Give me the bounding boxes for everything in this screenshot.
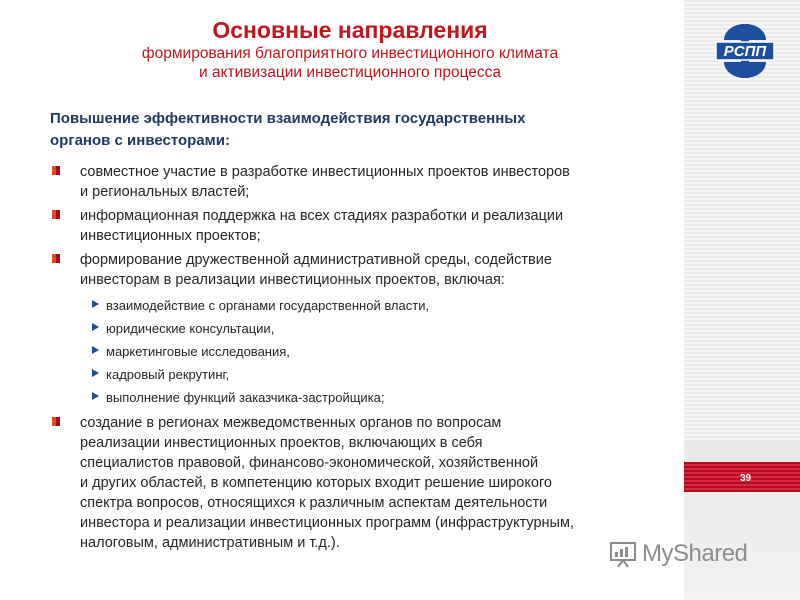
side-decor-strip: [684, 0, 800, 600]
myshared-watermark: [608, 538, 747, 570]
list-item-line: совместное участие в разработке инвестиционных проектов инвесторов: [80, 164, 570, 180]
list-item-line: инвестора и реализации инвестиционных программ (инфраструктурным,: [80, 515, 574, 531]
sub-list-item: [80, 390, 670, 405]
arrow-bullet-icon: [92, 346, 99, 354]
square-bullet-icon: [52, 417, 60, 426]
rspp-logo-icon: [714, 20, 776, 82]
sub-list-item: [80, 321, 670, 336]
square-bullet-icon: [52, 166, 60, 175]
page-subtitle-line-1: формирования благоприятного инвестиционного климата: [141, 45, 559, 62]
logo-text: РСПП: [723, 43, 767, 60]
sub-list-item: [80, 298, 670, 313]
sub-list-item-text: маркетинговые исследования,: [106, 344, 290, 359]
page-number: 39: [740, 473, 752, 484]
list-item-line: формирование дружественной административной среды, содействие: [80, 252, 552, 268]
sub-list-item-text: юридические консультации,: [106, 321, 275, 336]
list-item-line: реализации инвестиционных проектов, включающих в себя: [80, 435, 483, 451]
list-item-line: и региональных властей;: [80, 184, 250, 200]
list-item-line: налоговым, административным и т.д.).: [80, 535, 340, 551]
sub-list: [80, 298, 670, 405]
arrow-bullet-icon: [92, 300, 99, 308]
list-item-line: создание в регионах межведомственных органов по вопросам: [80, 415, 502, 431]
section-heading-line-1: Повышение эффективности взаимодействия государственных: [50, 110, 526, 127]
section-heading-line-2: органов с инвесторами:: [50, 132, 230, 149]
sub-list-item-text: взаимодействие с органами государственной власти,: [106, 298, 430, 313]
presentation-board-icon: [608, 539, 638, 569]
sub-list-item-text: кадровый рекрутинг,: [106, 367, 230, 382]
list-item-line: специалистов правовой, финансово-экономической, хозяйственной: [80, 455, 539, 471]
square-bullet-icon: [52, 210, 60, 219]
list-item: [50, 162, 670, 202]
square-bullet-icon: [52, 254, 60, 263]
page-subtitle-line-2: и активизации инвестиционного процесса: [198, 64, 502, 81]
page-title: Основные направления: [212, 17, 488, 43]
list-item: [50, 413, 670, 553]
list-item: [50, 206, 670, 246]
arrow-bullet-icon: [92, 369, 99, 377]
sub-list-item: [80, 367, 670, 382]
title-block: [40, 16, 660, 82]
list-item-line: инвесторам в реализации инвестиционных проектов, включая:: [80, 272, 505, 288]
watermark-text: MyShared: [642, 540, 748, 567]
list-item-line: информационная поддержка на всех стадиях разработки и реализации: [80, 208, 564, 224]
bullet-list: [50, 162, 670, 557]
arrow-bullet-icon: [92, 392, 99, 400]
list-item-line: спектра вопросов, относящихся к различным аспектам деятельности: [80, 495, 548, 511]
list-item-line: инвестиционных проектов;: [80, 228, 261, 244]
sub-list-item: [80, 344, 670, 359]
list-item: [50, 250, 670, 405]
sub-list-item-text: выполнение функций заказчика-застройщика;: [106, 390, 385, 405]
arrow-bullet-icon: [92, 323, 99, 331]
list-item-line: и других областей, в компетенцию которых входит решение широкого: [80, 475, 552, 491]
section-heading: [50, 108, 660, 152]
